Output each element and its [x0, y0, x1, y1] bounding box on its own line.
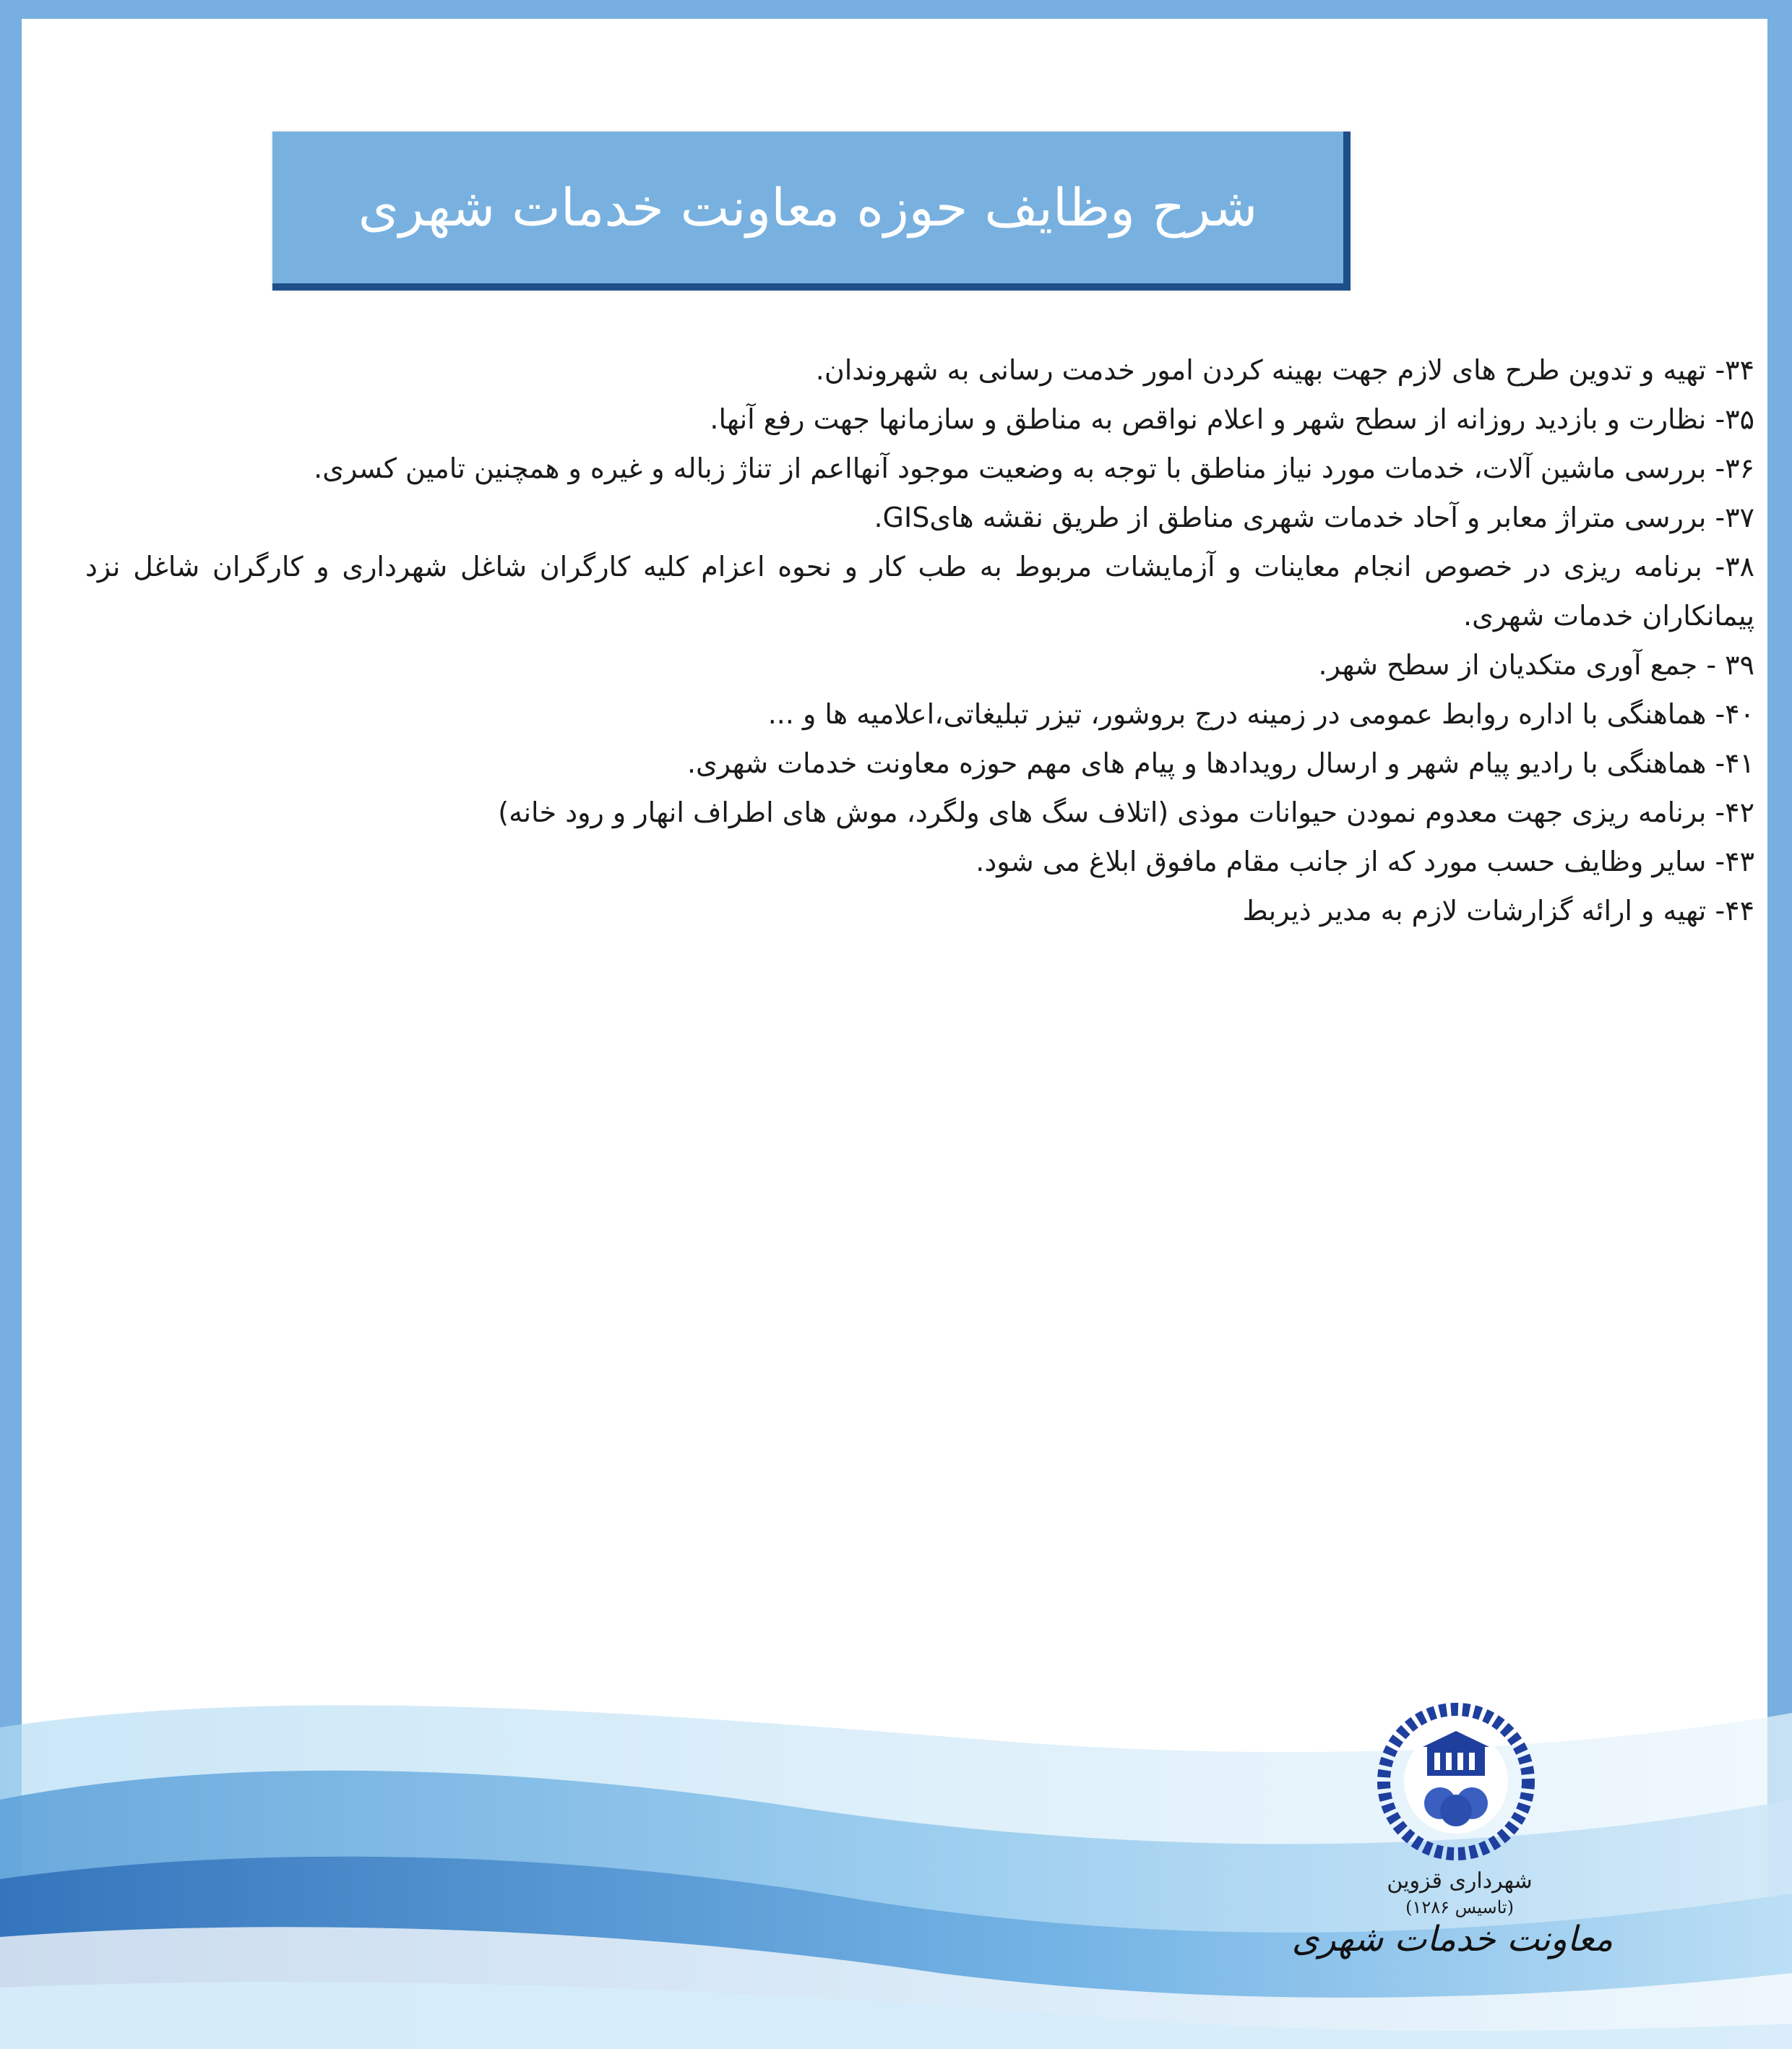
duty-item: ۴۲- برنامه ریزی جهت معدوم نمودن حیوانات موذی (اتلاف سگ های ولگرد، موش های اطراف انهار و رود خانه)	[498, 796, 1754, 828]
duty-item: ۳۸- برنامه ریزی در خصوص انجام معاینات و آزمایشات مربوط به طب کار و نحوه اعزام کلیه کارگران شاغل شهرداری و کارگران شاغل نزد پیمانکاران خدمات شهری.	[85, 551, 1754, 632]
duty-item: ۴۱- هماهنگی با رادیو پیام شهر و ارسال رویدادها و پیام های مهم حوزه معاونت خدمات شهری.	[686, 747, 1754, 779]
duty-item: ۳۴- تهیه و تدوین طرح های لازم جهت بهینه کردن امور خدمت رسانی به شهروندان.	[815, 354, 1754, 386]
municipality-logo-icon	[1377, 1702, 1535, 1868]
logo-founded-year: (تاسیس ۱۲۸۶)	[1405, 1897, 1514, 1917]
duty-item: ۴۳- سایر وظایف حسب مورد که از جانب مقام مافوق ابلاغ می شود.	[975, 846, 1754, 877]
duty-item: ۴۴- تهیه و ارائه گزارشات لازم به مدیر ذیربط	[1242, 895, 1754, 927]
duty-item: ۳۷- بررسی متراژ معابر و آحاد خدمات شهری مناطق از طریق نقشه هایGIS.	[874, 502, 1754, 533]
duty-item: ۴۰- هماهنگی با اداره روابط عمومی در زمینه درج بروشور، تیزر تبلیغاتی،اعلامیه ها و ...	[767, 698, 1754, 730]
duties-list	[85, 345, 1754, 935]
duty-item: ۳۵- نظارت و بازدید روزانه از سطح شهر و اعلام نواقص به مناطق و سازمانها جهت رفع آنها.	[710, 403, 1754, 435]
department-name: معاونت خدمات شهری	[1291, 1919, 1614, 1959]
title-banner	[272, 132, 1351, 291]
logo-org-name: شهرداری قزوین	[1387, 1868, 1533, 1894]
duty-item: ۳۹ - جمع آوری متکدیان از سطح شهر.	[1318, 649, 1754, 681]
duty-item: ۳۶- بررسی ماشین آلات، خدمات مورد نیاز مناطق با توجه به وضعیت موجود آنهااعم از تناژ زباله و غیره و همچنین تامین کسری.	[314, 452, 1754, 484]
page-title: شرح وظایف حوزه معاونت خدمات شهری	[358, 177, 1258, 238]
